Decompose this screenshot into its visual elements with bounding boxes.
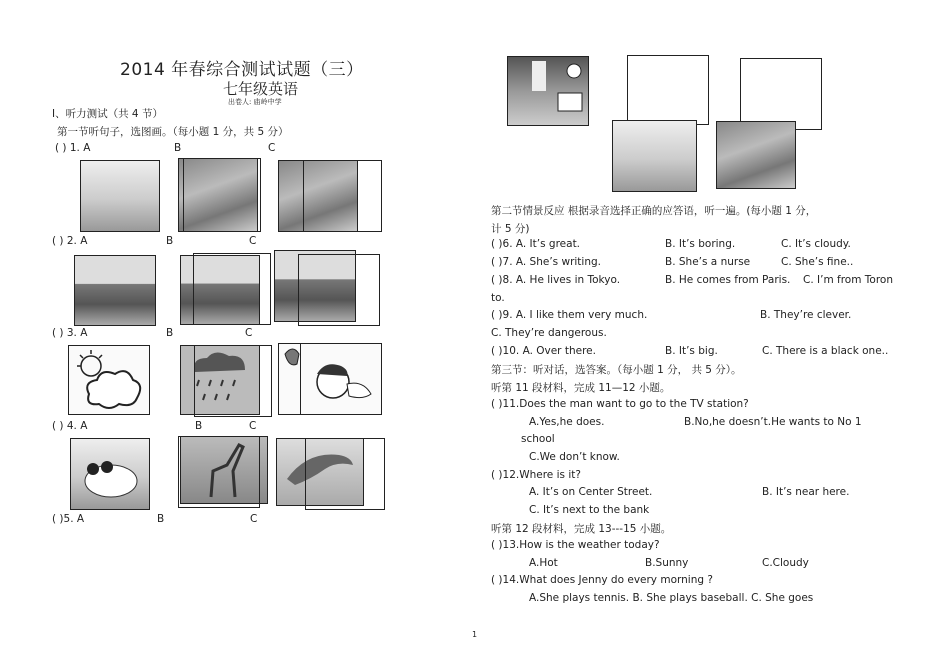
q6-option-a: ( )6. A. It’s great.: [491, 238, 581, 250]
q1-frame-c: [303, 160, 382, 232]
q8-option-a: ( )8. A. He lives in Tokyo.: [491, 274, 621, 286]
q7-option-b: B. She’s a nurse: [665, 256, 751, 268]
material-11-heading: 听第 11 段材料，完成 11—12 小题。: [491, 382, 671, 394]
q5-image-c-classroom: [716, 121, 796, 189]
q9-option-c: C. They’re dangerous.: [491, 327, 607, 339]
q3-image-a-sun-cloud: [68, 345, 150, 415]
author-line: 出卷人: 庙岭中学: [228, 98, 282, 106]
q2-frame-c: [298, 254, 380, 326]
q8-option-b: B. He comes from Paris.: [665, 274, 791, 286]
q11-option-b: B.No,he doesn’t.He wants to No 1: [684, 416, 862, 428]
q13-option-c: C.Cloudy: [762, 557, 809, 569]
q8-option-c: C. I’m from Toron: [803, 274, 893, 286]
material-12-heading: 听第 12 段材料，完成 13---15 小题。: [491, 523, 672, 535]
q10-option-c: C. There is a black one..: [762, 345, 889, 357]
q10-option-b: B. It’s big.: [665, 345, 718, 357]
q2-option-c: C: [249, 235, 257, 247]
q13-option-a: A.Hot: [529, 557, 558, 569]
q13-question: ( )13.How is the weather today?: [491, 539, 660, 551]
q2-label: ( ) 2. A: [52, 235, 88, 247]
q5-option-c: C: [250, 513, 258, 525]
part2-title: 第二节情景反应 根据录音选择正确的应答语，听一遍。(每小题 1 分，: [491, 205, 817, 217]
q4-label: ( ) 4. A: [52, 420, 88, 432]
q3-option-c: C: [245, 327, 253, 339]
q4-option-b: B: [195, 420, 203, 432]
q7-option-a: ( )7. A. She’s writing.: [491, 256, 601, 268]
q5-option-b: B: [157, 513, 165, 525]
q6-option-b: B. It’s boring.: [665, 238, 736, 250]
section-title: I、听力测试（共 4 节）: [52, 108, 163, 120]
q5-image-a-tv-clock: [507, 56, 589, 126]
q3-frame-b: [194, 345, 272, 417]
page-subtitle: 七年级英语: [223, 80, 299, 98]
q4-frame-c: [305, 438, 385, 510]
q2-option-b: B: [166, 235, 174, 247]
q11-question: ( )11.Does the man want to go to the TV station?: [491, 398, 749, 410]
q12-option-c: C. It’s next to the bank: [529, 504, 650, 516]
q9-option-a: ( )9. A. I like them very much.: [491, 309, 648, 321]
q4-image-a-panda: [70, 438, 150, 510]
page-title: 2014 年春综合测试试题（三）: [120, 60, 364, 80]
q2-image-a: [74, 255, 156, 326]
q1-image-a: [80, 160, 160, 232]
q12-option-b: B. It’s near here.: [762, 486, 850, 498]
q1-option-c: C: [268, 142, 276, 154]
q14-question: ( )14.What does Jenny do every morning ?: [491, 574, 713, 586]
q9-option-b: B. They’re clever.: [760, 309, 852, 321]
q11-option-b-cont: school: [521, 433, 555, 445]
q3-label: ( ) 3. A: [52, 327, 88, 339]
q12-question: ( )12.Where is it?: [491, 469, 581, 481]
q4-option-c: C: [249, 420, 257, 432]
q6-option-c: C. It’s cloudy.: [781, 238, 851, 250]
q5-label: ( )5. A: [52, 513, 85, 525]
q5-frame-c: [740, 58, 822, 130]
q11-option-c: C.We don’t know.: [529, 451, 620, 463]
q12-option-a: A. It’s on Center Street.: [529, 486, 653, 498]
q10-option-a: ( )10. A. Over there.: [491, 345, 596, 357]
q5-image-b-children: [612, 120, 697, 192]
q11-option-a: A.Yes,he does.: [529, 416, 605, 428]
q14-options: A.She plays tennis. B. She plays baseball. C. She goes: [529, 592, 814, 604]
part3-title: 第三节：听对话，选答案。（每小题 1 分， 共 5 分）。: [491, 364, 742, 376]
q8-option-c-cont: to.: [491, 292, 505, 304]
page-number: 1: [472, 630, 478, 639]
q3-option-b: B: [166, 327, 174, 339]
part2-title-cont: 计 5 分): [491, 223, 530, 235]
q1-frame-b: [183, 158, 261, 232]
q2-frame-b: [193, 253, 271, 325]
q7-option-c: C. She’s fine..: [781, 256, 854, 268]
q5-frame-b: [627, 55, 709, 125]
q1-option-b: B: [174, 142, 182, 154]
part1-title: 第一节听句子，选图画。（每小题 1 分，共 5 分）: [57, 126, 289, 138]
q3-frame-c: [300, 343, 382, 415]
q13-option-b: B.Sunny: [645, 557, 689, 569]
q4-frame-b: [178, 436, 260, 508]
q1-label: ( ) 1. A: [55, 142, 91, 154]
